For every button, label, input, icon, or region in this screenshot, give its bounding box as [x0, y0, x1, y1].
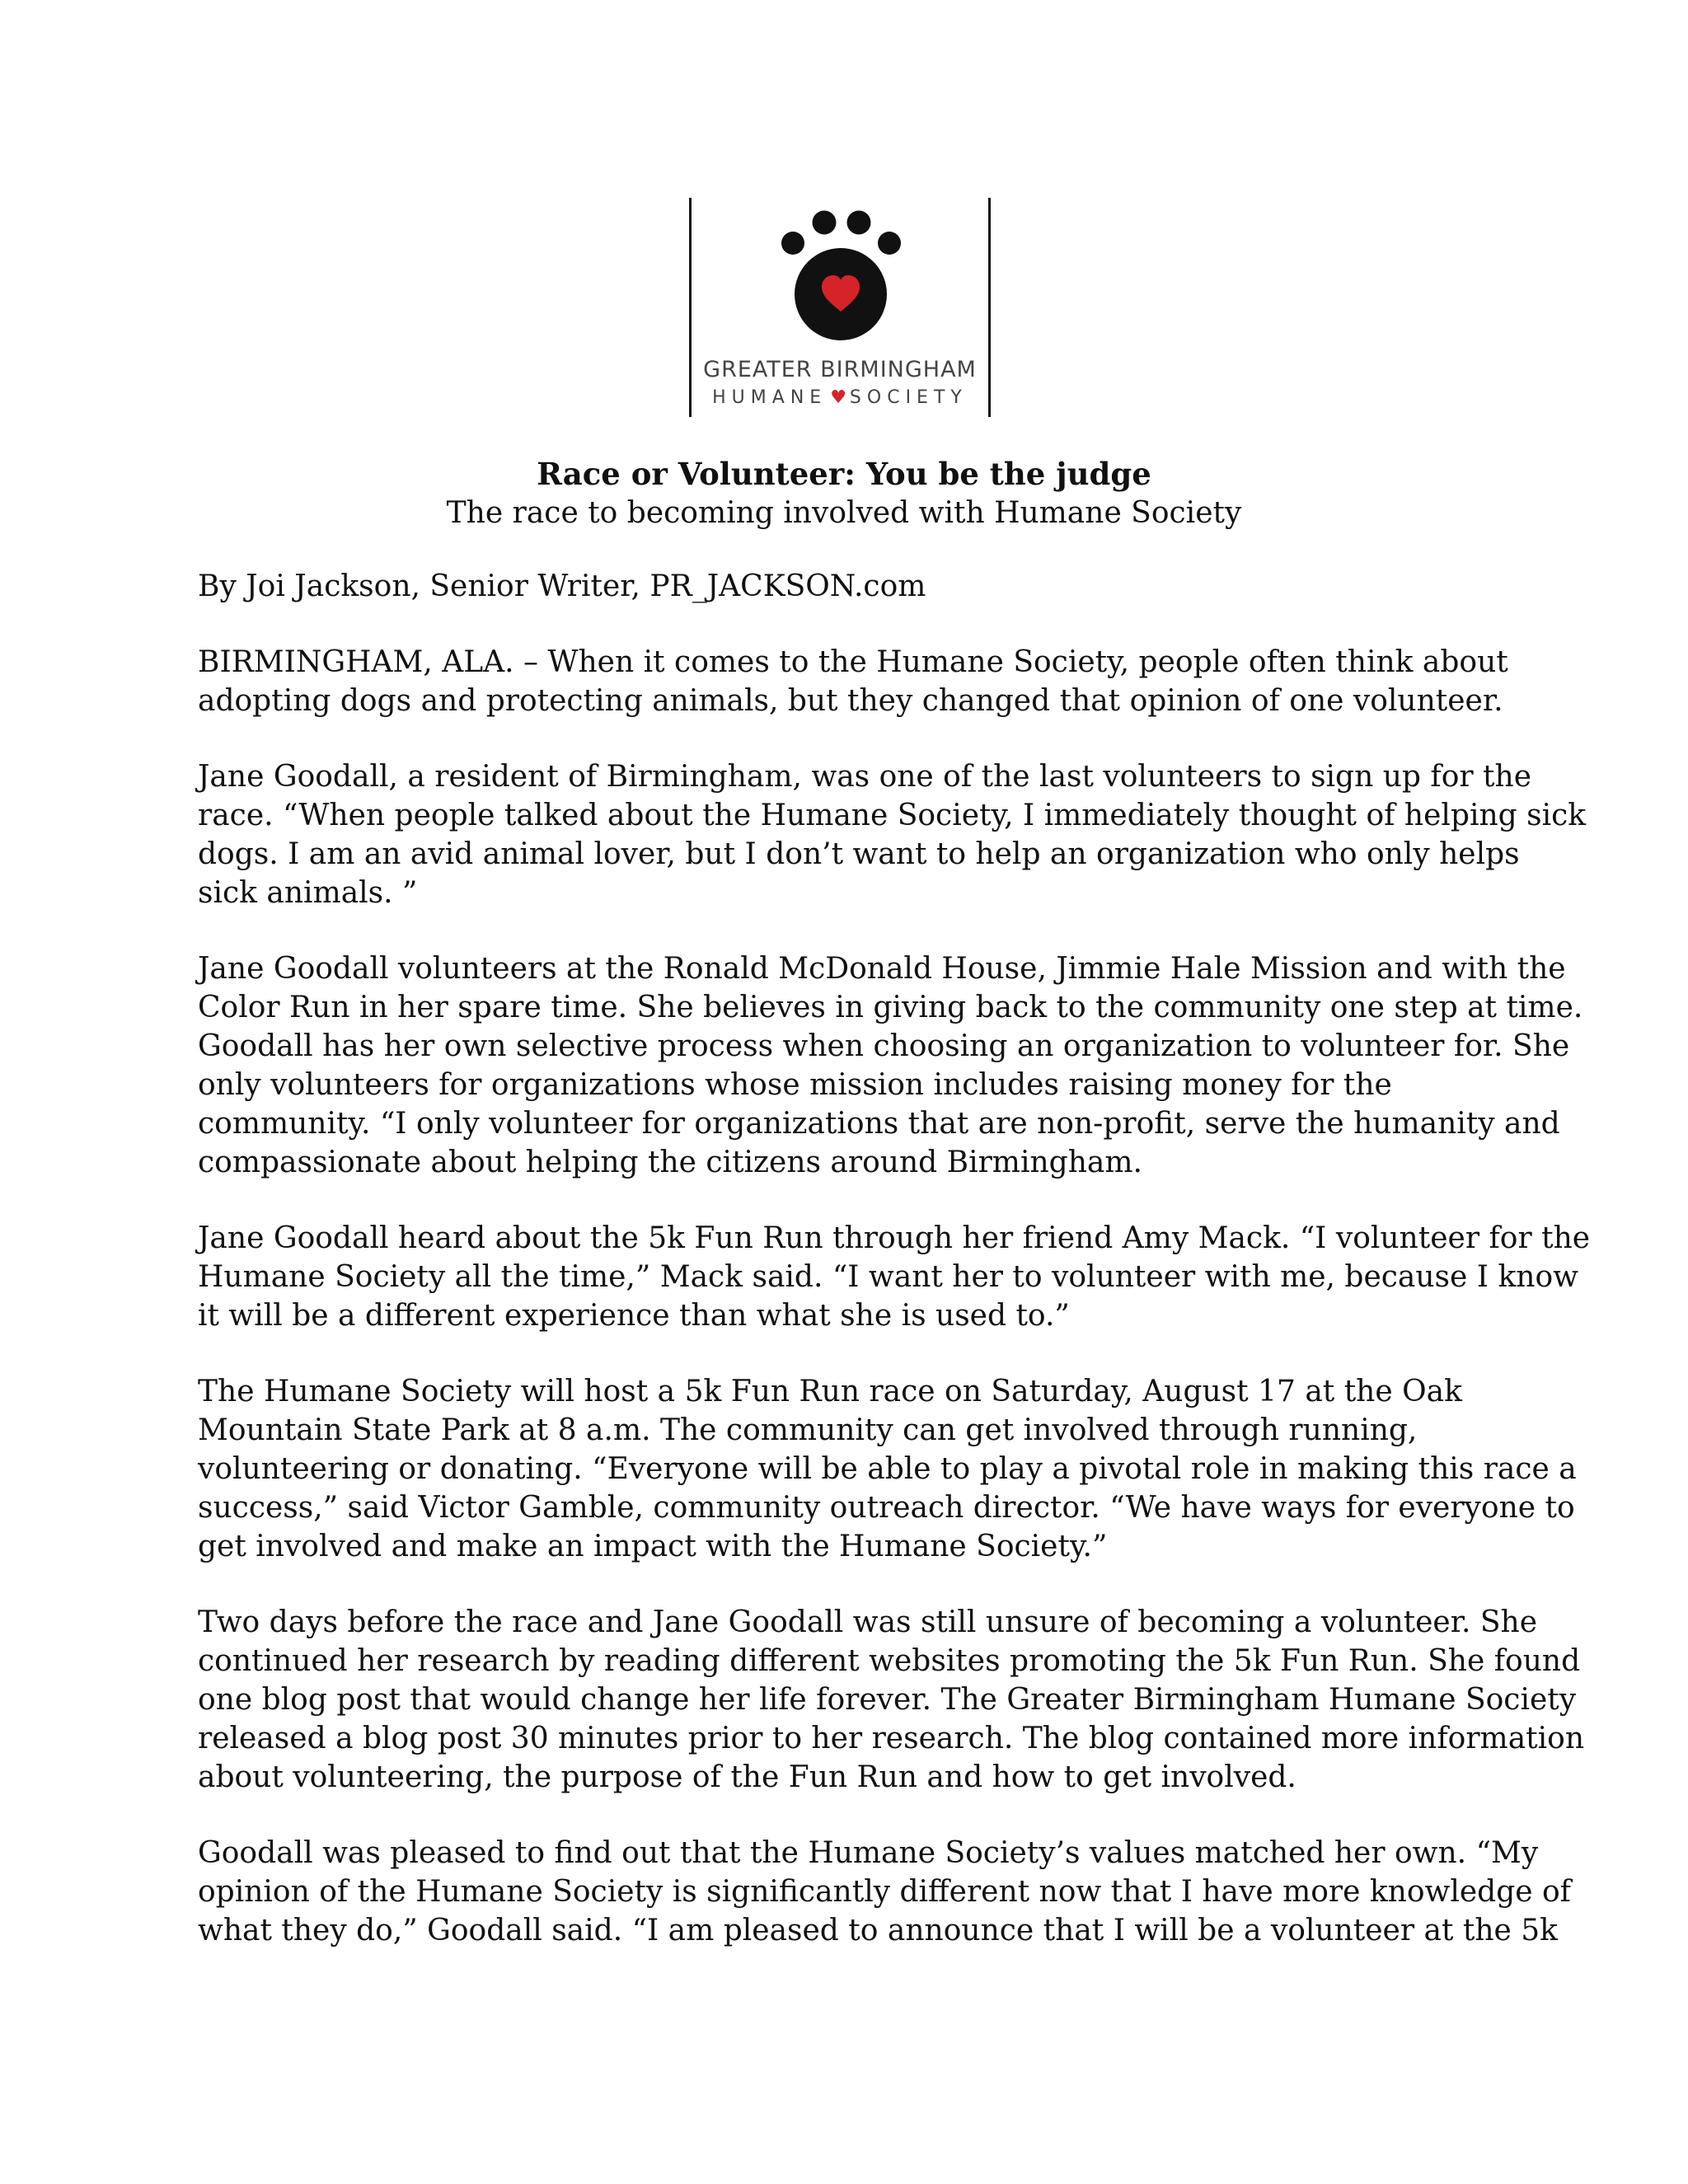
paragraph: [198, 1372, 1577, 1566]
text-line: what they do,” Goodall said. “I am pleased to announce that I will be a volunteer at the 5k: [198, 1914, 1558, 1947]
text-line: Jane Goodall, a resident of Birmingham, was one of the last volunteers to sign up for the: [198, 760, 1532, 794]
logo-text-humane: HUMANE: [712, 387, 828, 408]
article-subtitle: The race to becoming involved with Humane Society: [446, 496, 1242, 530]
text-line: compassionate about helping the citizens around Birmingham.: [198, 1146, 1142, 1179]
text-line: Goodall was pleased to find out that the Humane Society’s values matched her own. “My: [198, 1836, 1539, 1870]
logo-text-society: SOCIETY: [849, 387, 968, 408]
logo-text-line-1: GREATER BIRMINGHAM: [703, 357, 977, 382]
paragraph: [198, 643, 1508, 720]
byline: By Joi Jackson, Senior Writer, PR_JACKSON.com: [198, 569, 926, 603]
text-line: The Humane Society will host a 5k Fun Run race on Saturday, August 17 at the Oak: [198, 1375, 1462, 1408]
article-title: Race or Volunteer: You be the judge: [537, 456, 1151, 492]
text-line: success,” said Victor Gamble, community outreach director. “We have ways for everyone to: [198, 1491, 1575, 1525]
paragraph: [198, 757, 1587, 912]
text-line: one blog post that would change her life forever. The Greater Birmingham Humane Society: [198, 1683, 1577, 1717]
text-line: race. “When people talked about the Humane Society, I immediately thought of helping sick: [198, 799, 1587, 832]
text-line: Two days before the race and Jane Goodall was still unsure of becoming a volunteer. She: [198, 1605, 1537, 1639]
paragraph: [198, 1219, 1591, 1335]
text-line: Goodall has her own selective process when choosing an organization to volunteer for. She: [198, 1029, 1570, 1063]
text-line: volunteering or donating. “Everyone will be able to play a pivotal role in making this race a: [198, 1452, 1577, 1486]
text-line: Jane Goodall heard about the 5k Fun Run through her friend Amy Mack. “I volunteer for the: [198, 1221, 1591, 1255]
text-line: Humane Society all the time,” Mack said. “I want her to volunteer with me, because I know: [198, 1260, 1578, 1294]
text-line: dogs. I am an avid animal lover, but I don’t want to help an organization who only helps: [198, 837, 1520, 871]
humane-society-logo: [689, 198, 991, 417]
small-heart-icon: ♥: [830, 387, 846, 408]
text-line: Jane Goodall volunteers at the Ronald McDonald House, Jimmie Hale Mission and with the: [198, 952, 1566, 986]
text-line: about volunteering, the purpose of the Fun Run and how to get involved.: [198, 1760, 1296, 1794]
article-body: [198, 567, 1591, 1987]
paragraph: [198, 1603, 1584, 1797]
text-line: continued her research by reading different websites promoting the 5k Fun Run. She found: [198, 1644, 1581, 1678]
text-line: opinion of the Humane Society is significantly different now that I have more knowledge of: [198, 1875, 1572, 1909]
text-line: Mountain State Park at 8 a.m. The community can get involved through running,: [198, 1413, 1418, 1447]
text-line: BIRMINGHAM, ALA. – When it comes to the Humane Society, people often think about: [198, 645, 1508, 679]
text-line: it will be a different experience than what she is used to.”: [198, 1299, 1070, 1333]
text-line: get involved and make an impact with the Humane Society.”: [198, 1530, 1108, 1563]
logo-text-line-2: [692, 387, 988, 408]
text-line: sick animals. ”: [198, 876, 418, 910]
text-line: community. “I only volunteer for organizations that are non-profit, serve the humanity and: [198, 1107, 1560, 1141]
text-line: Color Run in her spare time. She believes in giving back to the community one step at time.: [198, 991, 1583, 1024]
text-line: only volunteers for organizations whose mission includes raising money for the: [198, 1068, 1392, 1102]
paragraph: [198, 949, 1583, 1182]
paw-heart-icon: [692, 198, 988, 354]
text-line: adopting dogs and protecting animals, but they changed that opinion of one volunteer.: [198, 684, 1503, 718]
paragraph: [198, 1834, 1572, 1950]
text-line: released a blog post 30 minutes prior to her research. The blog contained more information: [198, 1722, 1584, 1755]
